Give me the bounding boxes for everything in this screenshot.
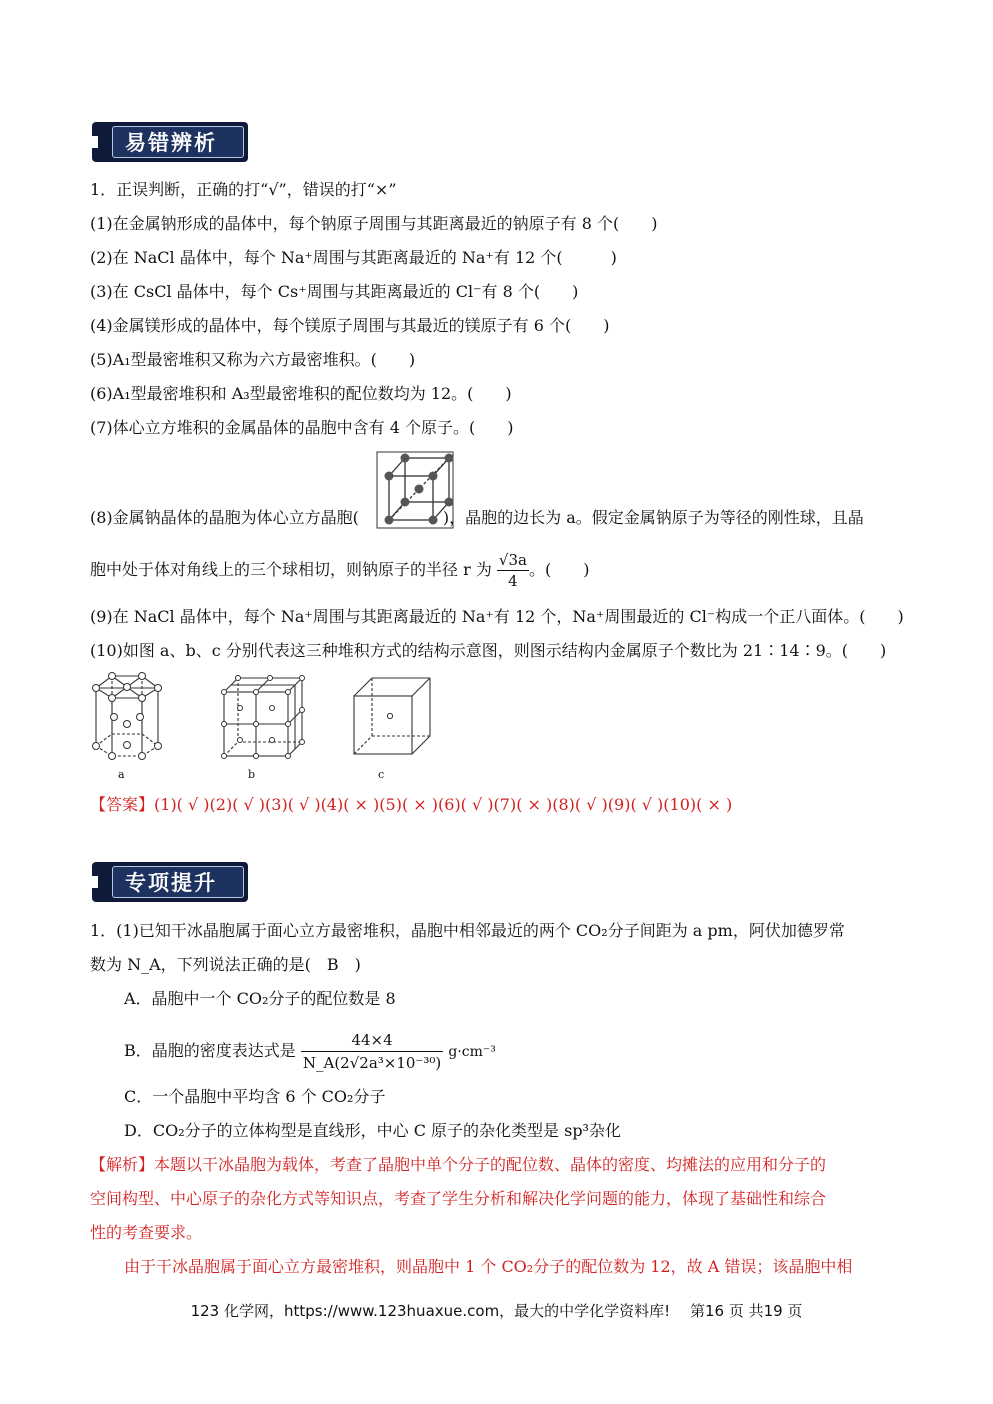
item-4: (4)金属镁形成的晶体中，每个镁原子周围与其最近的镁原子有 6 个( ) xyxy=(90,316,610,335)
density-denominator: N_A(2√2a³×10⁻³⁰) xyxy=(302,1054,442,1072)
item-1: (1)在金属钠形成的晶体中，每个钠原子周围与其距离最近的钠原子有 8 个( ) xyxy=(90,214,658,233)
q1-line2: 数为 N_A，下列说法正确的是( B ) xyxy=(90,955,361,974)
page-footer: 123 化学网，https://www.123huaxue.com，最大的中学化学资料库! 第16 页 共19 页 xyxy=(190,1302,803,1320)
section-title-2: 专项提升 xyxy=(112,866,244,898)
item-3: (3)在 CsCl 晶体中，每个 Cs⁺周围与其距离最近的 Cl⁻有 8 个( ) xyxy=(90,282,579,301)
item-5: (5)A₁型最密堆积又称为六方最密堆积。( ) xyxy=(90,350,416,369)
option-a: A．晶胞中一个 CO₂分子的配位数是 8 xyxy=(124,989,396,1008)
hcp-structure-figure xyxy=(86,672,166,764)
fraction-denominator: 4 xyxy=(508,572,518,590)
answer-label: 【答案】 xyxy=(90,795,155,814)
section-header-2 xyxy=(92,862,248,902)
intro-text: 1．正误判断，正确的打“√”，错误的打“×” xyxy=(90,180,397,199)
item-8-part1: (8)金属钠晶体的晶胞为体心立方晶胞( xyxy=(90,508,359,527)
figure-caption-a: a xyxy=(118,768,125,781)
item-7: (7)体心立方堆积的金属晶体的晶胞中含有 4 个原子。( ) xyxy=(90,418,514,437)
option-b xyxy=(124,1024,496,1079)
fraction-numerator: √3a xyxy=(498,551,527,569)
analysis-line-4: 由于干冰晶胞属于面心立方最密堆积，则晶胞中 1 个 CO₂分子的配位数为 12，故 A 错误；该晶胞中相 xyxy=(124,1257,853,1276)
item-8-part2: )，晶胞的边长为 a。假定金属钠原子为等径的刚性球，且晶 xyxy=(442,508,864,527)
option-c: C．一个晶胞中平均含 6 个 CO₂分子 xyxy=(124,1087,386,1106)
item-2: (2)在 NaCl 晶体中，每个 Na⁺周围与其距离最近的 Na⁺有 12 个( ) xyxy=(90,248,617,267)
analysis-line-3: 性的考查要求。 xyxy=(90,1223,203,1242)
figure-caption-c: c xyxy=(378,768,385,781)
item-8-line2 xyxy=(90,546,589,594)
section-header-1 xyxy=(92,122,248,162)
cubic-8-cells-figure xyxy=(220,674,306,760)
q1-line1: 1．(1)已知干冰晶胞属于面心立方最密堆积，晶胞中相邻最近的两个 CO₂分子间距为 a pm，阿伏加德罗常 xyxy=(90,921,845,940)
section-title-1: 易错辨析 xyxy=(112,126,244,158)
analysis-line-2: 空间构型、中心原子的杂化方式等知识点，考查了学生分析和解决化学问题的能力，体现了基础性和综合 xyxy=(90,1189,827,1208)
density-numerator: 44×4 xyxy=(301,1029,443,1052)
item-9: (9)在 NaCl 晶体中，每个 Na⁺周围与其距离最近的 Na⁺有 12 个，Na⁺周围最近的 Cl⁻构成一个正八面体。( ) xyxy=(90,607,904,626)
figure-caption-b: b xyxy=(248,768,256,781)
item-8-line2a: 胞中处于体对角线上的三个球相切，则钠原子的半径 r 为 xyxy=(90,560,492,579)
item-8-line1 xyxy=(90,508,864,528)
density-fraction xyxy=(301,1029,443,1074)
item-10: (10)如图 a、b、c 分别代表这三种堆积方式的结构示意图，则图示结构内金属原子个数比为 21∶14∶9。( ) xyxy=(90,641,887,660)
radius-fraction xyxy=(497,550,529,591)
analysis-line-1: 【解析】本题以干冰晶胞为载体，考查了晶胞中单个分子的配位数、晶体的密度、均摊法的应用和分子的 xyxy=(90,1155,827,1174)
item-6: (6)A₁型最密堆积和 A₃型最密堆积的配位数均为 12。( ) xyxy=(90,384,512,403)
option-d: D．CO₂分子的立体构型是直线形，中心 C 原子的杂化类型是 sp³杂化 xyxy=(124,1121,621,1140)
answer-line xyxy=(90,795,732,815)
density-unit: g·cm⁻³ xyxy=(448,1044,496,1060)
item-8-line2b: 。( ) xyxy=(528,560,590,579)
answer-text: (1)( √ )(2)( √ )(3)( √ )(4)( × )(5)( × )(6)( √ )(7)( × )(8)( √ )(9)( √ )(10)( × ) xyxy=(154,795,733,814)
bcc-structure-figure xyxy=(350,674,434,758)
option-b-prefix: B．晶胞的密度表达式是 xyxy=(124,1041,296,1060)
